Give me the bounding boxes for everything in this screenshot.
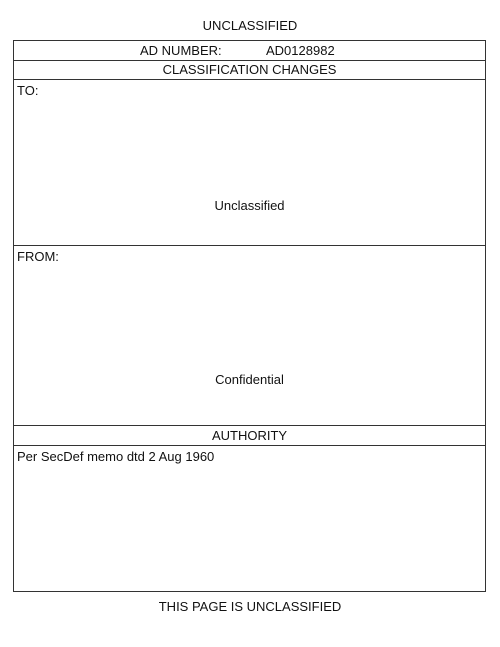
classification-change-form	[13, 40, 486, 592]
from-label: FROM:	[17, 249, 59, 264]
authority-text: Per SecDef memo dtd 2 Aug 1960	[17, 449, 215, 464]
bottom-classification-marking: THIS PAGE IS UNCLASSIFIED	[158, 599, 342, 614]
ad-number-label: AD NUMBER:	[140, 43, 222, 58]
authority-section	[14, 446, 485, 591]
authority-heading: AUTHORITY	[14, 426, 485, 446]
from-classification-value: Confidential	[215, 372, 284, 387]
classification-changes-heading: CLASSIFICATION CHANGES	[14, 61, 485, 80]
from-section	[14, 246, 485, 426]
ad-number-value: AD0128982	[266, 43, 335, 58]
ad-number-row	[14, 41, 485, 61]
to-label: TO:	[17, 83, 39, 98]
to-classification-value: Unclassified	[214, 198, 285, 213]
top-classification-marking: UNCLASSIFIED	[202, 18, 298, 33]
to-section	[14, 80, 485, 246]
